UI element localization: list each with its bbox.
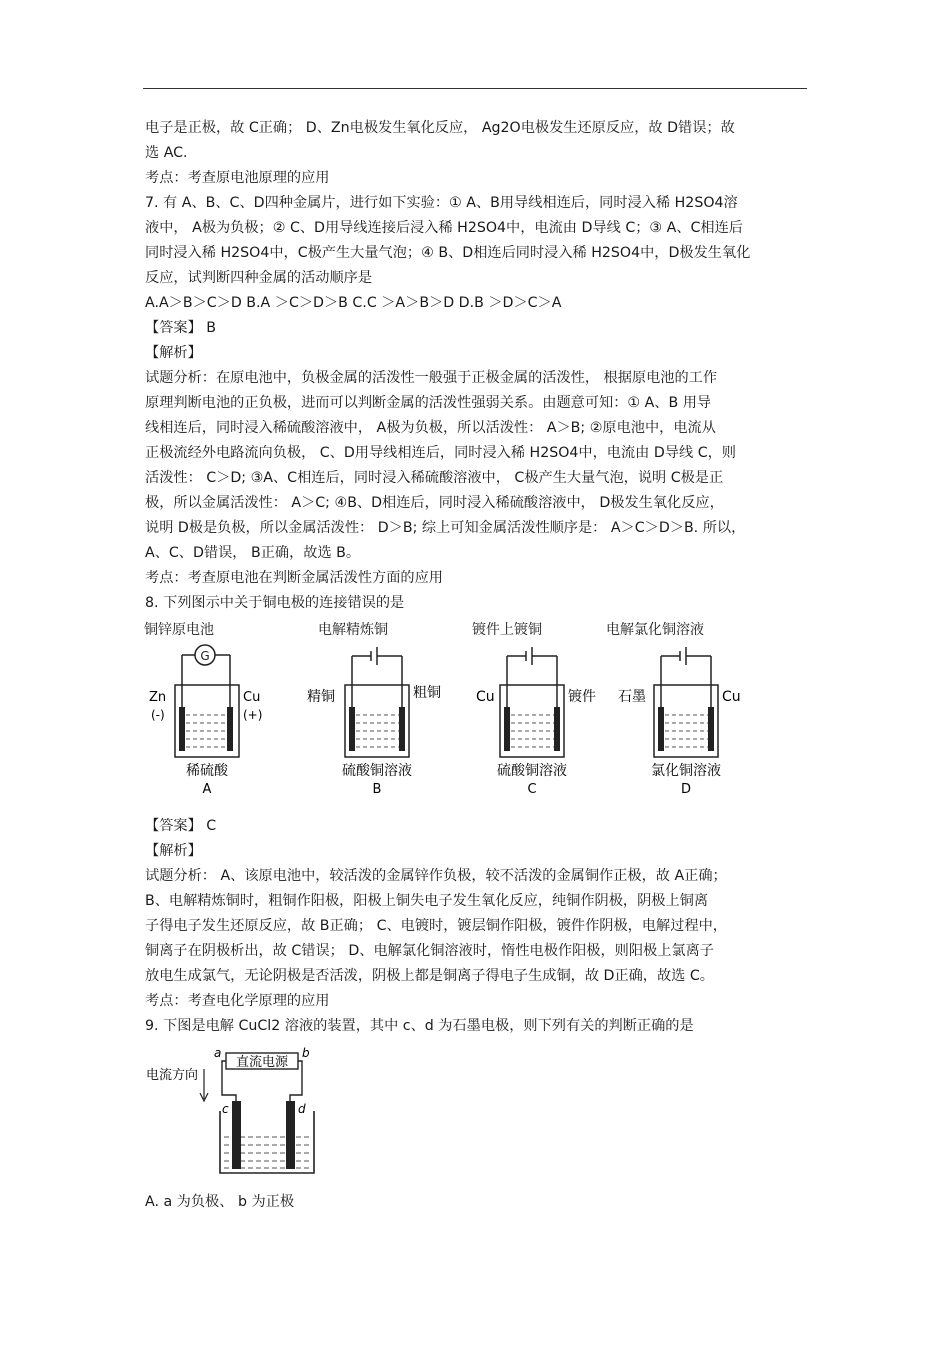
figure-8	[140, 615, 780, 795]
label-d: d	[298, 1102, 306, 1116]
cell-d-right: Cu	[722, 689, 741, 705]
header-rule	[143, 88, 807, 89]
option-a: A. a 为负极、 b 为正极	[145, 1194, 295, 1210]
text-line: 【解析】	[145, 345, 202, 361]
cell-a-letter: A	[202, 782, 212, 795]
caption-a: 铜锌原电池	[144, 622, 214, 638]
text-line: 放电生成氯气，无论阴极是否活泼，阴极上都是铜离子得电子生成铜，故 D正确，故选 C。	[145, 968, 714, 984]
caption-c: 镀件上镀铜	[472, 622, 542, 638]
cell-a-right: Cu	[243, 690, 261, 705]
cell-d-solution: 氯化铜溶液	[651, 763, 721, 779]
cell-b-letter: B	[372, 782, 382, 795]
figure-9	[140, 1045, 340, 1185]
text-line: 极，所以金属活泼性： A＞C; ④B、D相连后，同时浸入稀硫酸溶液中， D极发生氧化反应，	[145, 495, 724, 511]
text-line: 【解析】	[145, 843, 202, 859]
text-line: 电子是正极，故 C正确； D、Zn电极发生氧化反应， Ag2O电极发生还原反应，故 D错误；故	[145, 120, 735, 136]
cell-a-left: Zn	[149, 690, 167, 705]
text-line: 子得电子发生还原反应，故 B正确； C、电镀时，镀层铜作阳极，镀件作阴极，电解过程中，	[145, 918, 727, 934]
text-line: 选 AC.	[145, 145, 188, 161]
label-c: c	[222, 1102, 229, 1116]
text-line: 考点：考查电化学原理的应用	[145, 993, 330, 1009]
caption-b: 电解精炼铜	[318, 622, 388, 638]
text-line: 8. 下列图示中关于铜电极的连接错误的是	[145, 595, 405, 611]
cell-a-left-sign: (-)	[151, 708, 165, 722]
text-line: 试题分析： A、该原电池中，较活泼的金属锌作负极，较不活泼的金属铜作正极，故 A正确；	[145, 868, 727, 884]
text-line: 试题分析：在原电池中，负极金属的活泼性一般强于正极金属的活泼性， 根据原电池的工作	[145, 370, 718, 386]
text-line: 考点：考查原电池原理的应用	[145, 170, 330, 186]
text-line: 反应，试判断四种金属的活动顺序是	[145, 270, 373, 286]
electrode-c	[232, 1101, 241, 1169]
label-a: a	[214, 1046, 222, 1060]
dc-power-label: 直流电源	[235, 1055, 289, 1070]
electrolysis-diagram	[140, 1045, 340, 1185]
cell-c-right: 镀件	[568, 689, 596, 705]
cell-a-left-electrode	[179, 707, 185, 751]
cell-a	[149, 645, 262, 795]
text-line: 说明 D极是负极，所以金属活泼性： D＞B; 综上可知金属活泼性顺序是： A＞C＞D＞B. 所以，	[145, 520, 746, 536]
cell-c-letter: C	[527, 782, 537, 795]
cell-c-left: Cu	[476, 689, 495, 705]
cell-diagrams	[140, 615, 780, 795]
current-direction-label: 电流方向	[146, 1068, 199, 1083]
cell-a-right-electrode	[227, 707, 233, 751]
cell-c	[476, 647, 596, 795]
cell-b	[307, 647, 441, 795]
text-line: B、电解精炼铜时，粗铜作阳极，阳极上铜失电子发生氧化反应，纯铜作阴极，阴极上铜离	[145, 893, 709, 909]
text-line: 【答案】 C	[145, 818, 217, 834]
text-line: 7. 有 A、B、C、D四种金属片，进行如下实验：① A、B用导线相连后，同时浸入稀 H2SO4溶	[145, 195, 738, 211]
cell-d-left: 石墨	[618, 689, 646, 705]
cell-b-solution: 硫酸铜溶液	[342, 763, 412, 779]
cell-d-letter: D	[680, 782, 692, 795]
text-line: 同时浸入稀 H2SO4中，C极产生大量气泡；④ B、D相连后同时浸入稀 H2SO4中，D极发生氧化	[145, 245, 751, 261]
text-line: A.A＞B＞C＞D B.A ＞C＞D＞B C.C ＞A＞B＞D D.B ＞D＞C＞A	[145, 295, 562, 311]
text-line: 考点：考查原电池在判断金属活泼性方面的应用	[145, 570, 443, 586]
electrode-d	[286, 1101, 295, 1169]
cell-a-right-sign: (+)	[243, 708, 263, 722]
text-line: 铜离子在阴极析出，故 C错误； D、电解氯化铜溶液时，惰性电极作阳极，则阳极上氯离子	[145, 943, 714, 959]
cell-d	[618, 647, 741, 795]
cell-b-left: 精铜	[307, 689, 335, 705]
cell-c-solution: 硫酸铜溶液	[497, 763, 567, 779]
label-b: b	[302, 1046, 310, 1060]
text-line: 正极流经外电路流向负极， C、D用导线相连后，同时浸入稀 H2SO4中，电流由 D导线 C，则	[145, 445, 736, 461]
text-line: 原理判断电池的正负极，进而可以判断金属的活泼性强弱关系。由题意可知：① A、B 用导	[145, 395, 712, 411]
text-line: 9. 下图是电解 CuCl2 溶液的装置，其中 c、d 为石墨电极，则下列有关的判断正确的是	[145, 1018, 694, 1034]
caption-d: 电解氯化铜溶液	[606, 622, 704, 638]
text-line: 液中， A极为负极；② C、D用导线连接后浸入稀 H2SO4中，电流由 D导线 C；③ A、C相连后	[145, 220, 743, 236]
text-line: 活泼性： C＞D; ③A、C相连后，同时浸入稀硫酸溶液中， C极产生大量气泡，说明 C极是正	[145, 470, 724, 486]
text-line: 线相连后，同时浸入稀硫酸溶液中， A极为负极，所以活泼性： A＞B; ②原电池中，电流从	[145, 420, 716, 436]
text-line: A、C、D错误， B正确，故选 B。	[145, 545, 361, 561]
text-line: 【答案】 B	[145, 320, 216, 336]
cell-a-meter: G	[200, 649, 210, 663]
cell-a-solution: 稀硫酸	[186, 763, 228, 779]
cell-b-right: 粗铜	[413, 685, 441, 701]
